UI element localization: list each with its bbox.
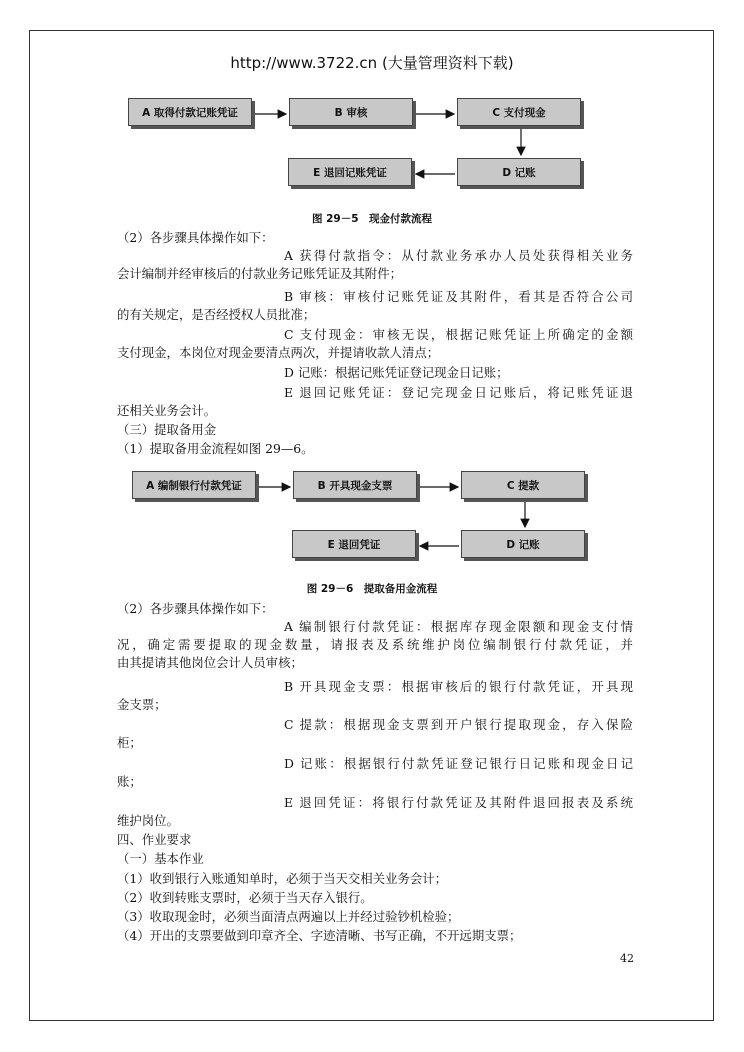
- text-line: 由其提请其他岗位会计人员审核；: [117, 655, 303, 670]
- subsection-heading: （一）基本作业: [117, 851, 204, 866]
- flow1-box-a: A 取得付款记账凭证: [128, 98, 252, 126]
- text-line: D 记账：根据记账凭证登记现金日记账；: [284, 365, 509, 380]
- text-line: 金支票；: [117, 697, 167, 712]
- text-line: A 获得付款指令：从付款业务承办人员处获得相关业务: [284, 248, 633, 263]
- text-line: 维护岗位。: [117, 813, 179, 828]
- text-line: 会计编制并经审核后的付款业务记账凭证及其附件；: [117, 266, 402, 281]
- text-line: （4）开出的支票要做到印章齐全、字迹清晰、书写正确，不开远期支票；: [117, 928, 522, 943]
- text-line: E 退回凭证：将银行付款凭证及其附件退回报表及系统: [284, 795, 633, 810]
- flow1-caption: 图 29－5 现金付款流程: [311, 213, 433, 225]
- text-line: （2）各步骤具体操作如下：: [117, 230, 274, 245]
- text-line: 支付现金，本岗位对现金要清点两次，并提请收款人清点；: [117, 345, 440, 360]
- text-line: 账；: [117, 774, 142, 789]
- flow2-box-c: C 提款: [461, 471, 585, 499]
- text-line: （2）收到转账支票时，必须于当天存入银行。: [117, 890, 373, 905]
- text-line: C 支付现金：审核无误，根据记账凭证上所确定的金额: [284, 327, 633, 342]
- text-line: D 记账：根据银行付款凭证登记银行日记账和现金日记: [284, 756, 633, 771]
- text-line: （3）收取现金时，必须当面清点两遍以上并经过验钞机检验；: [117, 909, 460, 924]
- flow2-box-a: A 编制银行付款凭证: [132, 471, 256, 499]
- text-line: 柜；: [117, 735, 142, 750]
- text-line: （1）提取备用金流程如图 29—6。: [117, 441, 314, 456]
- flow1-box-c: C 支付现金: [457, 98, 581, 126]
- text-line: 况，确定需要提取的现金数量，请报表及系统维护岗位编制银行付款凭证，并: [117, 637, 633, 652]
- section-heading: 四、作业要求: [117, 832, 192, 847]
- flow1-box-b: B 审核: [289, 98, 413, 126]
- text-line: C 提款：根据现金支票到开户银行提取现金，存入保险: [284, 717, 633, 732]
- flow1-box-e: E 退回记账凭证: [288, 158, 412, 186]
- page-header-url: http://www.3722.cn (大量管理资料下载): [230, 54, 514, 72]
- text-line: 还相关业务会计。: [117, 403, 217, 418]
- text-line: 的有关规定，是否经授权人员批准；: [117, 307, 316, 322]
- flow2-box-d: D 记账: [461, 530, 585, 558]
- flow2-box-b: B 开具现金支票: [293, 471, 417, 499]
- flow1-box-d: D 记账: [457, 158, 581, 186]
- text-line: A 编制银行付款凭证：根据库存现金限额和现金支付情: [284, 619, 633, 634]
- flow2-box-e: E 退回凭证: [292, 530, 416, 558]
- text-line: （1）收到银行入账通知单时，必须于当天交相关业务会计；: [117, 871, 448, 886]
- text-line: B 开具现金支票：根据审核后的银行付款凭证，开具现: [284, 679, 633, 694]
- page-number: 42: [620, 952, 634, 965]
- flow2-caption: 图 29－6 提取备用金流程: [306, 583, 438, 595]
- text-line: B 审核：审核付记账凭证及其附件，看其是否符合公司: [284, 289, 633, 304]
- text-line: （2）各步骤具体操作如下：: [117, 601, 274, 616]
- text-line: （三）提取备用金: [117, 422, 217, 437]
- text-line: E 退回记账凭证：登记完现金日记账后，将记账凭证退: [284, 385, 633, 400]
